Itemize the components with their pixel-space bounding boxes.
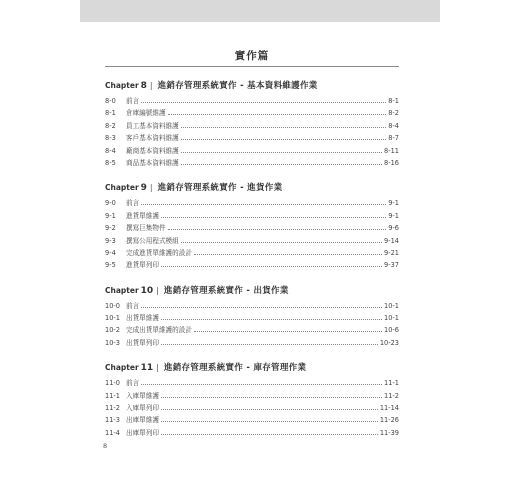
entry-page: 9-1 xyxy=(388,199,399,208)
chapter-number: 10 xyxy=(140,285,154,296)
entry-title: 前言 xyxy=(126,379,140,388)
chapter-title: 進銷存管理系統實作 - 進貨作業 xyxy=(157,183,283,194)
entry-title: 倉庫編號維護 xyxy=(126,109,166,118)
chapter-word: Chapter xyxy=(105,183,139,193)
toc-entry[interactable] xyxy=(105,235,399,247)
toc-entry[interactable] xyxy=(105,337,399,349)
entry-number: 9-1 xyxy=(105,211,116,220)
entry-title: 出貨單維護 xyxy=(126,314,159,323)
chapter-separator: | xyxy=(156,285,159,295)
entry-number: 8-4 xyxy=(105,146,116,155)
entry-number: 10-0 xyxy=(105,301,120,310)
entry-page: 11-26 xyxy=(379,416,399,425)
toc-entry[interactable] xyxy=(105,402,399,414)
dot-leader xyxy=(168,222,387,230)
entry-number: 10-3 xyxy=(105,338,120,347)
entry-title: 出庫單維護 xyxy=(126,416,159,425)
dot-leader xyxy=(161,337,378,345)
entry-title: 完成進貨單維護的設計 xyxy=(126,248,192,257)
entry-page: 10-23 xyxy=(379,338,399,347)
top-gray-bar xyxy=(80,0,440,22)
entry-page: 10-6 xyxy=(384,326,399,335)
chapter-separator: | xyxy=(156,363,159,373)
toc-page xyxy=(105,48,399,439)
entry-title: 完成出貨單維護的設計 xyxy=(126,326,192,335)
dot-leader xyxy=(161,312,382,320)
toc-entry[interactable] xyxy=(105,312,399,324)
toc-entry[interactable] xyxy=(105,132,399,144)
chapter-number: 9 xyxy=(140,183,147,194)
chapter-number: 8 xyxy=(140,81,147,91)
entry-page: 11-14 xyxy=(379,404,399,413)
chapter-word: Chapter xyxy=(105,285,139,295)
entry-number: 9-5 xyxy=(105,261,116,270)
entry-page: 8-2 xyxy=(388,109,399,118)
dot-leader xyxy=(181,120,386,128)
entry-title: 客戶基本資料維護 xyxy=(126,134,179,143)
dot-leader xyxy=(194,247,382,255)
chapter-title: 進銷存管理系統實作 - 基本資料維護作業 xyxy=(157,81,318,91)
entry-title: 入庫單列印 xyxy=(126,404,159,413)
dot-leader xyxy=(181,132,386,140)
entry-number: 9-4 xyxy=(105,248,116,257)
dot-leader xyxy=(161,427,378,435)
dot-leader xyxy=(161,259,382,267)
entry-title: 廠商基本資料維護 xyxy=(126,146,179,155)
part-title: 實作篇 xyxy=(234,50,270,62)
entry-page: 10-1 xyxy=(384,301,399,310)
entry-number: 11-0 xyxy=(105,379,120,388)
toc-entry[interactable] xyxy=(105,197,399,209)
toc-entry[interactable] xyxy=(105,324,399,336)
entry-number: 10-2 xyxy=(105,326,120,335)
entry-page: 8-7 xyxy=(388,134,399,143)
entry-title: 前言 xyxy=(126,199,140,208)
entry-number: 9-2 xyxy=(105,224,116,233)
entry-page: 8-11 xyxy=(384,146,399,155)
entry-page: 11-1 xyxy=(384,379,399,388)
chapter-separator: | xyxy=(149,183,153,193)
chapter-heading[interactable] xyxy=(105,284,399,296)
toc-entry[interactable] xyxy=(105,414,399,426)
entry-title: 出庫單列印 xyxy=(126,428,159,437)
entry-page: 9-6 xyxy=(388,224,399,233)
entry-number: 8-2 xyxy=(105,121,116,130)
entry-number: 11-2 xyxy=(105,404,120,413)
entry-title: 出貨單列印 xyxy=(126,338,159,347)
entry-page: 9-37 xyxy=(384,261,399,270)
dot-leader xyxy=(141,197,386,205)
chapter-title: 進銷存管理系統實作 - 出貨作業 xyxy=(163,285,289,296)
part-title-rule xyxy=(105,66,399,67)
chapter-word: Chapter xyxy=(105,363,139,373)
entry-page: 11-2 xyxy=(384,391,399,400)
toc-entry[interactable] xyxy=(105,210,399,222)
entry-page: 9-21 xyxy=(384,248,399,257)
chapter-separator: | xyxy=(149,81,153,90)
toc-entry[interactable] xyxy=(105,120,399,132)
entry-page: 8-16 xyxy=(384,158,399,167)
entry-number: 8-5 xyxy=(105,158,116,167)
toc-entry[interactable] xyxy=(105,259,399,271)
toc-entry[interactable] xyxy=(105,300,399,312)
dot-leader xyxy=(181,145,382,153)
dot-leader xyxy=(161,414,378,422)
entry-title: 入庫單維護 xyxy=(126,391,159,400)
entry-title: 進貨單維護 xyxy=(126,211,159,220)
dot-leader xyxy=(141,300,382,308)
chapter-heading[interactable] xyxy=(105,79,399,91)
entry-title: 前言 xyxy=(126,301,140,310)
dot-leader xyxy=(194,324,382,332)
toc-entry[interactable] xyxy=(105,377,399,389)
entry-number: 8-0 xyxy=(105,97,116,105)
toc-entry[interactable] xyxy=(105,145,399,157)
toc-entry[interactable] xyxy=(105,107,399,119)
entry-page: 8-1 xyxy=(388,97,399,105)
toc-entry[interactable] xyxy=(105,157,399,169)
dot-leader xyxy=(168,107,387,115)
entry-page: 11-39 xyxy=(379,428,399,437)
dot-leader xyxy=(161,210,386,218)
dot-leader xyxy=(161,402,378,410)
entry-title: 前言 xyxy=(126,97,140,105)
entry-number: 8-1 xyxy=(105,109,116,118)
page-number: 8 xyxy=(103,442,108,450)
chapter-title: 進銷存管理系統實作 - 庫存管理作業 xyxy=(163,363,307,374)
entry-number: 9-3 xyxy=(105,236,116,245)
entry-title: 進貨單列印 xyxy=(126,261,159,270)
entry-page: 9-14 xyxy=(384,236,399,245)
dot-leader xyxy=(161,390,382,398)
entry-page: 10-1 xyxy=(384,314,399,323)
toc-entry[interactable] xyxy=(105,222,399,234)
dot-leader xyxy=(181,157,382,165)
toc-entry[interactable] xyxy=(105,427,399,439)
entry-number: 10-1 xyxy=(105,314,120,323)
chapter-number: 11 xyxy=(140,363,154,374)
entry-number: 11-4 xyxy=(105,428,120,437)
toc-entry[interactable] xyxy=(105,247,399,259)
dot-leader xyxy=(181,235,382,243)
entry-title: 撰寫巨集物件 xyxy=(126,224,166,233)
chapter-heading[interactable] xyxy=(105,361,399,373)
entry-number: 9-0 xyxy=(105,199,116,208)
dot-leader xyxy=(141,377,382,385)
entry-page: 8-4 xyxy=(388,121,399,130)
chapter-heading[interactable] xyxy=(105,181,399,193)
entry-number: 11-1 xyxy=(105,391,120,400)
entry-page: 9-1 xyxy=(388,211,399,220)
entry-number: 11-3 xyxy=(105,416,120,425)
chapter-list xyxy=(105,79,399,439)
dot-leader xyxy=(141,95,386,103)
toc-entry[interactable] xyxy=(105,390,399,402)
chapter-word: Chapter xyxy=(105,81,139,90)
entry-title: 商品基本資料維護 xyxy=(126,158,179,167)
entry-title: 員工基本資料維護 xyxy=(126,121,179,130)
entry-title: 撰寫公用程式模組 xyxy=(126,236,179,245)
toc-entry[interactable] xyxy=(105,95,399,107)
entry-number: 8-3 xyxy=(105,134,116,143)
